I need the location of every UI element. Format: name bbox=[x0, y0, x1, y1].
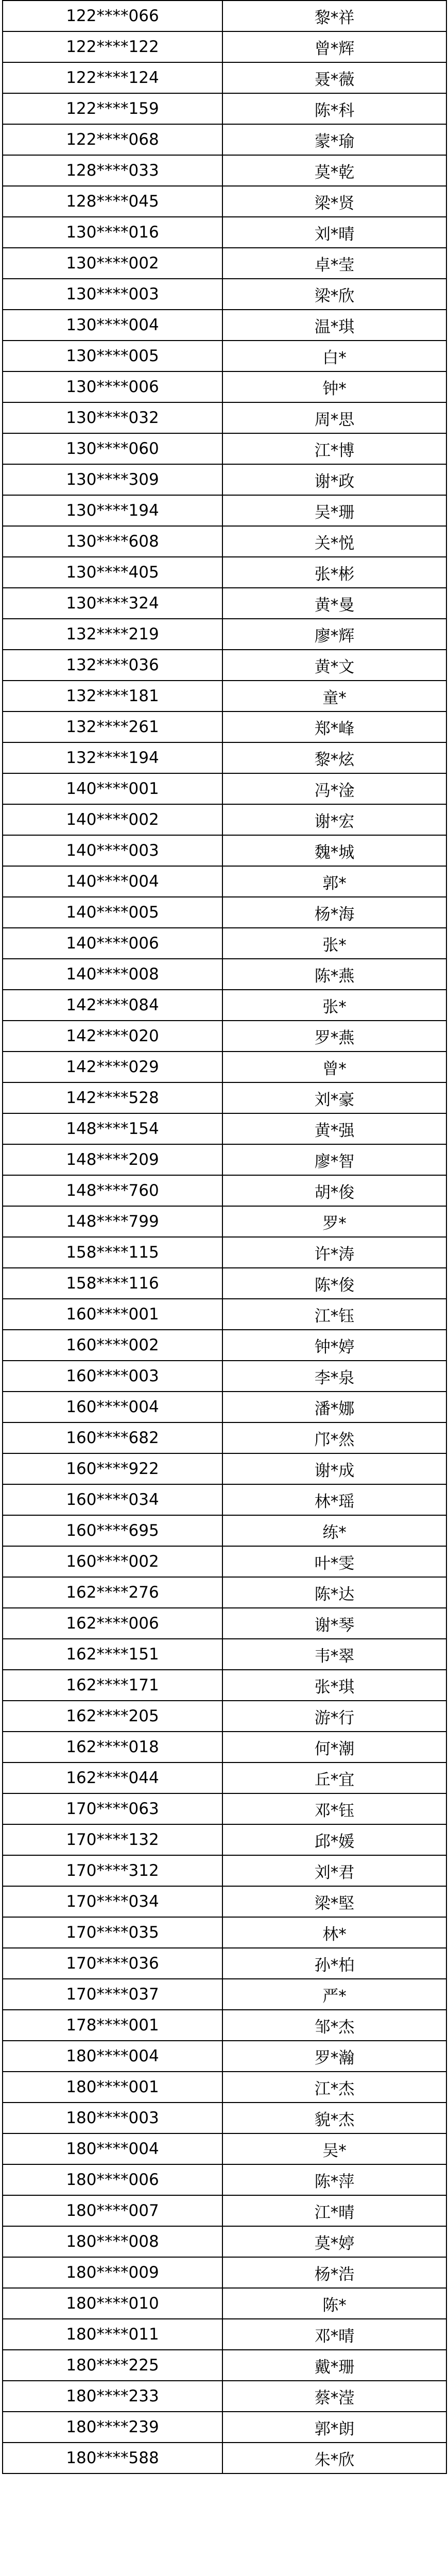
masked-id-cell: 170****063 bbox=[3, 1793, 222, 1824]
masked-id-cell: 130****324 bbox=[3, 588, 222, 619]
table-row bbox=[3, 928, 446, 959]
masked-id-cell: 162****006 bbox=[3, 1608, 222, 1639]
masked-id-cell: 160****004 bbox=[3, 1392, 222, 1422]
masked-id-cell: 132****194 bbox=[3, 742, 222, 773]
table-row bbox=[3, 1361, 446, 1392]
masked-name-cell: 聂*薇 bbox=[222, 62, 446, 93]
masked-id-cell: 122****124 bbox=[3, 62, 222, 93]
masked-id-cell: 122****068 bbox=[3, 124, 222, 155]
table-row bbox=[3, 711, 446, 742]
masked-name-cell: 邱*媛 bbox=[222, 1824, 446, 1855]
masked-id-cell: 180****006 bbox=[3, 2164, 222, 2195]
table-row bbox=[3, 1855, 446, 1886]
masked-id-cell: 130****060 bbox=[3, 433, 222, 464]
masked-name-cell: 刘*豪 bbox=[222, 1082, 446, 1113]
table-row bbox=[3, 2103, 446, 2133]
masked-name-cell: 邓*晴 bbox=[222, 2319, 446, 2350]
masked-id-cell: 140****006 bbox=[3, 928, 222, 959]
masked-id-cell: 130****309 bbox=[3, 464, 222, 495]
masked-id-cell: 122****159 bbox=[3, 93, 222, 124]
masked-id-cell: 128****045 bbox=[3, 186, 222, 217]
table-row bbox=[3, 1917, 446, 1948]
masked-id-cell: 180****004 bbox=[3, 2041, 222, 2072]
table-row bbox=[3, 2133, 446, 2164]
table-row bbox=[3, 124, 446, 155]
masked-name-cell: 罗* bbox=[222, 1206, 446, 1237]
masked-name-cell: 郑*峰 bbox=[222, 711, 446, 742]
masked-id-cell: 142****020 bbox=[3, 1021, 222, 1052]
masked-id-cell: 130****016 bbox=[3, 217, 222, 248]
masked-id-cell: 180****007 bbox=[3, 2195, 222, 2226]
masked-name-cell: 莫*婷 bbox=[222, 2226, 446, 2257]
masked-id-cell: 140****001 bbox=[3, 773, 222, 804]
table-row bbox=[3, 1484, 446, 1515]
masked-name-cell: 吴* bbox=[222, 2133, 446, 2164]
table-row bbox=[3, 835, 446, 866]
table-row bbox=[3, 1330, 446, 1361]
masked-id-cell: 130****405 bbox=[3, 557, 222, 588]
table-row bbox=[3, 2164, 446, 2195]
masked-id-cell: 130****194 bbox=[3, 495, 222, 526]
masked-name-cell: 蔡*滢 bbox=[222, 2381, 446, 2412]
masked-name-cell: 莫*乾 bbox=[222, 155, 446, 186]
masked-name-cell: 黎*炫 bbox=[222, 742, 446, 773]
table-row bbox=[3, 341, 446, 371]
table-row bbox=[3, 217, 446, 248]
table-row bbox=[3, 2443, 446, 2473]
masked-id-cell: 180****004 bbox=[3, 2133, 222, 2164]
masked-id-cell: 170****035 bbox=[3, 1917, 222, 1948]
masked-id-cell: 130****005 bbox=[3, 341, 222, 371]
masked-name-cell: 江*博 bbox=[222, 433, 446, 464]
roster-table bbox=[2, 0, 447, 2474]
masked-id-cell: 180****588 bbox=[3, 2443, 222, 2473]
masked-name-cell: 杨*浩 bbox=[222, 2257, 446, 2288]
masked-id-cell: 180****001 bbox=[3, 2072, 222, 2103]
masked-name-cell: 郭*朗 bbox=[222, 2412, 446, 2443]
table-row bbox=[3, 1113, 446, 1144]
masked-id-cell: 180****239 bbox=[3, 2412, 222, 2443]
masked-name-cell: 郭* bbox=[222, 866, 446, 897]
masked-name-cell: 谢*政 bbox=[222, 464, 446, 495]
table-row bbox=[3, 93, 446, 124]
table-row bbox=[3, 279, 446, 310]
table-row bbox=[3, 1052, 446, 1082]
masked-id-cell: 162****171 bbox=[3, 1670, 222, 1701]
masked-name-cell: 魏*城 bbox=[222, 835, 446, 866]
masked-name-cell: 关*悦 bbox=[222, 526, 446, 557]
masked-id-cell: 170****037 bbox=[3, 1979, 222, 2010]
masked-id-cell: 142****084 bbox=[3, 990, 222, 1021]
masked-name-cell: 练* bbox=[222, 1515, 446, 1546]
table-row bbox=[3, 1082, 446, 1113]
masked-name-cell: 白* bbox=[222, 341, 446, 371]
masked-name-cell: 严* bbox=[222, 1979, 446, 2010]
masked-id-cell: 142****029 bbox=[3, 1052, 222, 1082]
masked-id-cell: 180****233 bbox=[3, 2381, 222, 2412]
table-row bbox=[3, 155, 446, 186]
masked-name-cell: 邝*然 bbox=[222, 1422, 446, 1453]
table-row bbox=[3, 310, 446, 341]
masked-name-cell: 温*琪 bbox=[222, 310, 446, 341]
masked-id-cell: 162****276 bbox=[3, 1577, 222, 1608]
table-row bbox=[3, 804, 446, 835]
masked-id-cell: 160****922 bbox=[3, 1453, 222, 1484]
table-row bbox=[3, 1670, 446, 1701]
masked-id-cell: 128****033 bbox=[3, 155, 222, 186]
table-row bbox=[3, 2412, 446, 2443]
masked-name-cell: 貌*杰 bbox=[222, 2103, 446, 2133]
masked-id-cell: 162****151 bbox=[3, 1639, 222, 1670]
masked-id-cell: 130****003 bbox=[3, 279, 222, 310]
masked-id-cell: 140****004 bbox=[3, 866, 222, 897]
masked-id-cell: 180****003 bbox=[3, 2103, 222, 2133]
masked-name-cell: 陈*俊 bbox=[222, 1268, 446, 1299]
table-row bbox=[3, 1639, 446, 1670]
masked-name-cell: 罗*瀚 bbox=[222, 2041, 446, 2072]
masked-name-cell: 钟* bbox=[222, 371, 446, 402]
table-row bbox=[3, 464, 446, 495]
masked-name-cell: 邹*杰 bbox=[222, 2010, 446, 2041]
masked-name-cell: 廖*辉 bbox=[222, 619, 446, 650]
table-row bbox=[3, 1608, 446, 1639]
table-row bbox=[3, 1546, 446, 1577]
masked-name-cell: 韦*翠 bbox=[222, 1639, 446, 1670]
masked-id-cell: 160****002 bbox=[3, 1546, 222, 1577]
masked-id-cell: 160****002 bbox=[3, 1330, 222, 1361]
table-row bbox=[3, 1021, 446, 1052]
table-row bbox=[3, 619, 446, 650]
masked-name-cell: 罗*燕 bbox=[222, 1021, 446, 1052]
table-row bbox=[3, 1422, 446, 1453]
masked-id-cell: 170****034 bbox=[3, 1886, 222, 1917]
masked-name-cell: 童* bbox=[222, 681, 446, 711]
masked-id-cell: 140****003 bbox=[3, 835, 222, 866]
table-row bbox=[3, 2072, 446, 2103]
table-row bbox=[3, 371, 446, 402]
masked-name-cell: 吴*珊 bbox=[222, 495, 446, 526]
masked-id-cell: 170****036 bbox=[3, 1948, 222, 1979]
table-row bbox=[3, 31, 446, 62]
masked-id-cell: 180****009 bbox=[3, 2257, 222, 2288]
masked-name-cell: 陈*科 bbox=[222, 93, 446, 124]
masked-name-cell: 叶*雯 bbox=[222, 1546, 446, 1577]
table-row bbox=[3, 742, 446, 773]
masked-id-cell: 130****006 bbox=[3, 371, 222, 402]
masked-id-cell: 122****122 bbox=[3, 31, 222, 62]
masked-name-cell: 谢*成 bbox=[222, 1453, 446, 1484]
table-row bbox=[3, 1206, 446, 1237]
masked-id-cell: 158****116 bbox=[3, 1268, 222, 1299]
table-row bbox=[3, 1453, 446, 1484]
masked-id-cell: 140****005 bbox=[3, 897, 222, 928]
masked-id-cell: 162****205 bbox=[3, 1701, 222, 1732]
masked-name-cell: 黄*文 bbox=[222, 650, 446, 681]
table-row bbox=[3, 1299, 446, 1330]
masked-id-cell: 148****760 bbox=[3, 1175, 222, 1206]
masked-name-cell: 孙*柏 bbox=[222, 1948, 446, 1979]
table-row bbox=[3, 990, 446, 1021]
table-row bbox=[3, 681, 446, 711]
masked-id-cell: 158****115 bbox=[3, 1237, 222, 1268]
masked-id-cell: 132****181 bbox=[3, 681, 222, 711]
masked-id-cell: 132****219 bbox=[3, 619, 222, 650]
table-row bbox=[3, 248, 446, 279]
table-row bbox=[3, 588, 446, 619]
roster-table-body bbox=[3, 1, 446, 2473]
table-row bbox=[3, 495, 446, 526]
masked-name-cell: 曾* bbox=[222, 1052, 446, 1082]
masked-name-cell: 黎*祥 bbox=[222, 1, 446, 31]
masked-id-cell: 180****011 bbox=[3, 2319, 222, 2350]
masked-id-cell: 162****044 bbox=[3, 1762, 222, 1793]
table-row bbox=[3, 1793, 446, 1824]
table-row bbox=[3, 2319, 446, 2350]
masked-id-cell: 122****066 bbox=[3, 1, 222, 31]
table-row bbox=[3, 1144, 446, 1175]
masked-id-cell: 162****018 bbox=[3, 1732, 222, 1762]
masked-name-cell: 黄*曼 bbox=[222, 588, 446, 619]
table-row bbox=[3, 526, 446, 557]
masked-name-cell: 林*瑶 bbox=[222, 1484, 446, 1515]
masked-name-cell: 梁*堅 bbox=[222, 1886, 446, 1917]
masked-name-cell: 江*杰 bbox=[222, 2072, 446, 2103]
masked-name-cell: 谢*宏 bbox=[222, 804, 446, 835]
masked-name-cell: 张*彬 bbox=[222, 557, 446, 588]
masked-id-cell: 180****008 bbox=[3, 2226, 222, 2257]
masked-id-cell: 130****004 bbox=[3, 310, 222, 341]
table-row bbox=[3, 1577, 446, 1608]
table-row bbox=[3, 2041, 446, 2072]
table-row bbox=[3, 1762, 446, 1793]
table-row bbox=[3, 402, 446, 433]
masked-id-cell: 180****010 bbox=[3, 2288, 222, 2319]
table-row bbox=[3, 773, 446, 804]
table-row bbox=[3, 2381, 446, 2412]
masked-name-cell: 曾*辉 bbox=[222, 31, 446, 62]
masked-name-cell: 张*琪 bbox=[222, 1670, 446, 1701]
masked-id-cell: 170****132 bbox=[3, 1824, 222, 1855]
masked-id-cell: 180****225 bbox=[3, 2350, 222, 2381]
masked-name-cell: 卓*莹 bbox=[222, 248, 446, 279]
table-row bbox=[3, 1392, 446, 1422]
masked-name-cell: 冯*淦 bbox=[222, 773, 446, 804]
table-row bbox=[3, 1824, 446, 1855]
table-row bbox=[3, 1237, 446, 1268]
masked-name-cell: 江*晴 bbox=[222, 2195, 446, 2226]
masked-name-cell: 杨*海 bbox=[222, 897, 446, 928]
table-row bbox=[3, 1948, 446, 1979]
table-row bbox=[3, 557, 446, 588]
masked-name-cell: 林* bbox=[222, 1917, 446, 1948]
table-row bbox=[3, 2257, 446, 2288]
table-row bbox=[3, 2350, 446, 2381]
masked-id-cell: 148****209 bbox=[3, 1144, 222, 1175]
table-row bbox=[3, 2288, 446, 2319]
masked-id-cell: 140****002 bbox=[3, 804, 222, 835]
table-row bbox=[3, 1886, 446, 1917]
table-row bbox=[3, 2010, 446, 2041]
masked-name-cell: 游*行 bbox=[222, 1701, 446, 1732]
masked-id-cell: 130****608 bbox=[3, 526, 222, 557]
masked-name-cell: 陈* bbox=[222, 2288, 446, 2319]
masked-name-cell: 梁*欣 bbox=[222, 279, 446, 310]
masked-name-cell: 朱*欣 bbox=[222, 2443, 446, 2473]
table-row bbox=[3, 650, 446, 681]
masked-id-cell: 170****312 bbox=[3, 1855, 222, 1886]
masked-id-cell: 140****008 bbox=[3, 959, 222, 990]
masked-name-cell: 何*潮 bbox=[222, 1732, 446, 1762]
masked-id-cell: 148****799 bbox=[3, 1206, 222, 1237]
masked-name-cell: 黄*强 bbox=[222, 1113, 446, 1144]
masked-name-cell: 陈*燕 bbox=[222, 959, 446, 990]
masked-id-cell: 148****154 bbox=[3, 1113, 222, 1144]
masked-name-cell: 戴*珊 bbox=[222, 2350, 446, 2381]
masked-id-cell: 130****002 bbox=[3, 248, 222, 279]
table-row bbox=[3, 1, 446, 31]
masked-name-cell: 谢*琴 bbox=[222, 1608, 446, 1639]
table-row bbox=[3, 2195, 446, 2226]
masked-name-cell: 周*思 bbox=[222, 402, 446, 433]
table-row bbox=[3, 1515, 446, 1546]
masked-id-cell: 132****036 bbox=[3, 650, 222, 681]
table-row bbox=[3, 866, 446, 897]
masked-name-cell: 张* bbox=[222, 990, 446, 1021]
masked-name-cell: 潘*娜 bbox=[222, 1392, 446, 1422]
table-row bbox=[3, 1701, 446, 1732]
masked-name-cell: 钟*婷 bbox=[222, 1330, 446, 1361]
table-row bbox=[3, 433, 446, 464]
table-row bbox=[3, 186, 446, 217]
table-row bbox=[3, 2226, 446, 2257]
masked-id-cell: 178****001 bbox=[3, 2010, 222, 2041]
masked-name-cell: 邓*钰 bbox=[222, 1793, 446, 1824]
masked-name-cell: 刘*君 bbox=[222, 1855, 446, 1886]
table-row bbox=[3, 62, 446, 93]
masked-id-cell: 160****695 bbox=[3, 1515, 222, 1546]
masked-id-cell: 132****261 bbox=[3, 711, 222, 742]
masked-name-cell: 蒙*瑜 bbox=[222, 124, 446, 155]
table-row bbox=[3, 1732, 446, 1762]
table-row bbox=[3, 959, 446, 990]
masked-id-cell: 160****003 bbox=[3, 1361, 222, 1392]
masked-name-cell: 陈*萍 bbox=[222, 2164, 446, 2195]
table-row bbox=[3, 1979, 446, 2010]
masked-name-cell: 陈*达 bbox=[222, 1577, 446, 1608]
masked-name-cell: 胡*俊 bbox=[222, 1175, 446, 1206]
masked-id-cell: 160****034 bbox=[3, 1484, 222, 1515]
masked-name-cell: 李*泉 bbox=[222, 1361, 446, 1392]
masked-name-cell: 廖*智 bbox=[222, 1144, 446, 1175]
masked-id-cell: 160****682 bbox=[3, 1422, 222, 1453]
masked-name-cell: 张* bbox=[222, 928, 446, 959]
table-row bbox=[3, 1175, 446, 1206]
masked-id-cell: 130****032 bbox=[3, 402, 222, 433]
masked-id-cell: 160****001 bbox=[3, 1299, 222, 1330]
masked-name-cell: 江*钰 bbox=[222, 1299, 446, 1330]
masked-name-cell: 刘*晴 bbox=[222, 217, 446, 248]
masked-id-cell: 142****528 bbox=[3, 1082, 222, 1113]
masked-name-cell: 丘*宜 bbox=[222, 1762, 446, 1793]
masked-name-cell: 许*涛 bbox=[222, 1237, 446, 1268]
table-row bbox=[3, 1268, 446, 1299]
table-row bbox=[3, 897, 446, 928]
masked-name-cell: 梁*贤 bbox=[222, 186, 446, 217]
